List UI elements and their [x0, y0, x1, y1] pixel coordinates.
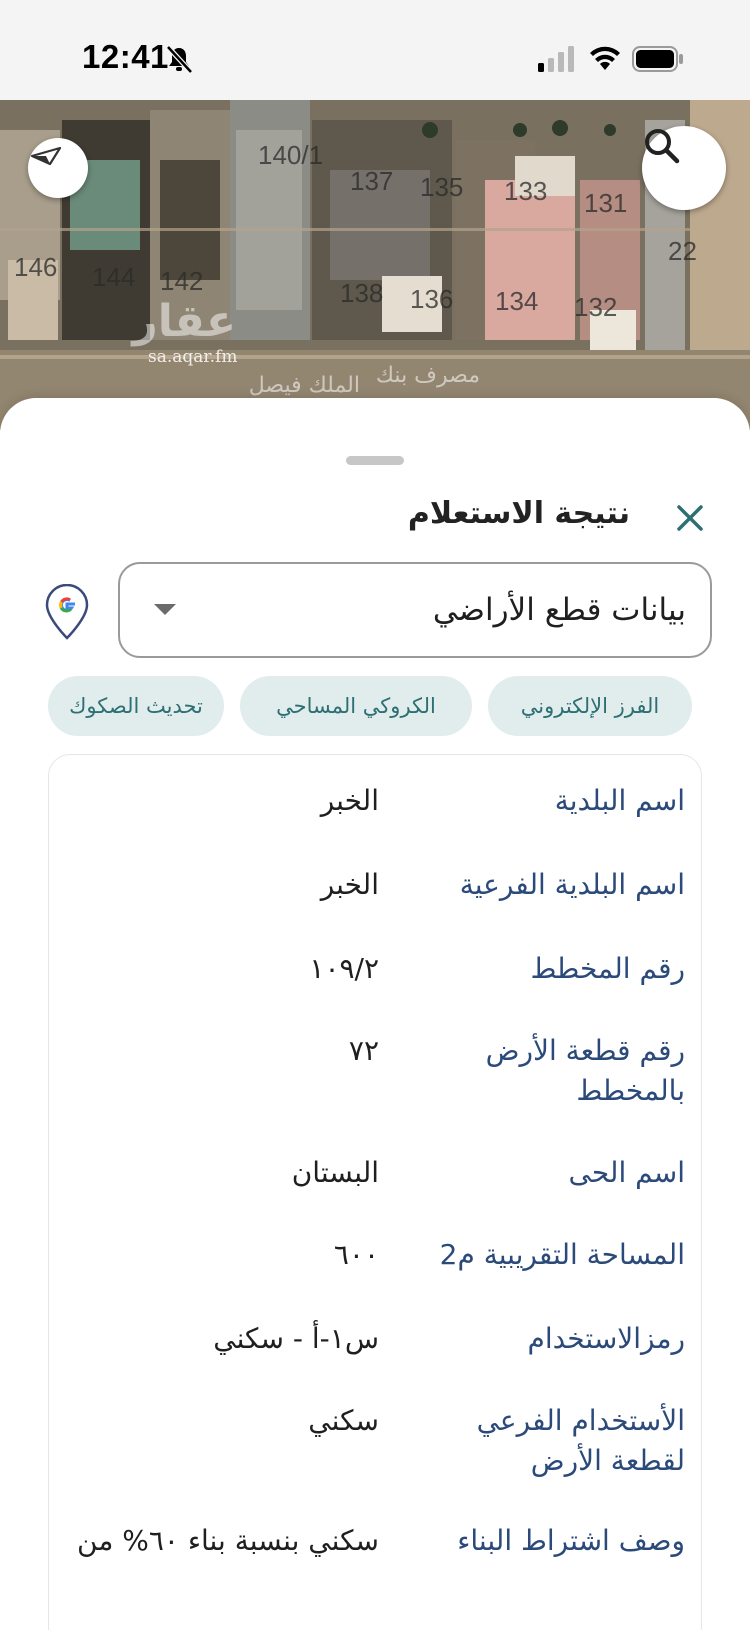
plot-number: 131 — [584, 188, 628, 218]
street-label: الملك فيصل — [248, 373, 360, 398]
search-button[interactable] — [642, 126, 726, 210]
data-type-dropdown[interactable] — [118, 562, 712, 658]
row-label: المساحة التقريبية م2 — [439, 1238, 685, 1271]
row-label: اسم البلدية — [554, 784, 685, 817]
result-bottom-sheet — [0, 398, 750, 1630]
chip-survey-sketch[interactable]: الكروكي المساحي — [240, 676, 472, 736]
row-value: ١٠٩/٢ — [309, 952, 379, 985]
plot-number: 134 — [495, 286, 539, 316]
wifi-icon — [588, 44, 622, 72]
sheet-title: نتيجة الاستعلام — [407, 496, 630, 531]
chip-update-deeds[interactable]: تحديث الصكوك — [48, 676, 224, 736]
plot-number: 138 — [340, 278, 384, 308]
row-label: وصف اشتراط البناء — [457, 1524, 685, 1557]
sheet-drag-handle[interactable] — [346, 456, 404, 465]
satellite-imagery — [0, 100, 750, 430]
compass-icon — [28, 138, 64, 174]
status-bar — [0, 0, 750, 100]
plot-number: 135 — [420, 172, 464, 202]
plot-number: 144 — [92, 262, 136, 292]
action-chips — [48, 676, 750, 736]
search-icon — [642, 126, 682, 166]
google-pin-icon[interactable] — [44, 584, 90, 640]
plot-number: 136 — [410, 284, 454, 314]
status-time: 12:41 — [82, 38, 169, 75]
plot-number: 142 — [160, 266, 204, 296]
row-value: سكني بنسبة بناء ٦٠% من — [77, 1524, 379, 1557]
row-label: اسم البلدية الفرعية — [459, 868, 685, 901]
land-data-card — [48, 754, 702, 1630]
row-value: ٦٠٠ — [333, 1238, 379, 1271]
watermark-logo: عقار — [132, 296, 236, 347]
row-value: البستان — [291, 1156, 379, 1189]
row-value: الخبر — [320, 784, 379, 817]
plot-number: 132 — [574, 292, 618, 322]
row-value: ٧٢ — [348, 1034, 379, 1067]
dropdown-selected-value: بيانات قطع الأراضي — [432, 592, 686, 628]
watermark-url: sa.aqar.fm — [148, 347, 238, 367]
close-button[interactable] — [670, 498, 710, 538]
row-value: س١-أ - سكني — [213, 1322, 379, 1355]
chip-electronic-sorting[interactable]: الفرز الإلكتروني — [488, 676, 692, 736]
battery-icon — [632, 46, 684, 72]
plot-number: 133 — [504, 176, 548, 206]
map-view[interactable] — [0, 100, 750, 430]
row-label: اسم الحى — [568, 1156, 685, 1189]
row-value: سكني — [308, 1404, 379, 1437]
row-label: الأستخدام الفرعي لقطعة الأرض — [476, 1404, 685, 1477]
row-label: رقم قطعة الأرض بالمخطط — [485, 1034, 685, 1107]
plot-number: 140/1 — [258, 140, 324, 170]
cellular-signal-icon — [538, 46, 576, 72]
chevron-down-icon — [154, 604, 176, 615]
close-icon — [675, 503, 705, 533]
row-label: رقم المخطط — [530, 952, 685, 985]
plot-number: 22 — [668, 236, 697, 266]
plot-number: 137 — [350, 166, 394, 196]
bell-slash-icon — [164, 44, 194, 74]
row-label: رمزالاستخدام — [527, 1322, 685, 1355]
compass-button[interactable] — [28, 138, 88, 198]
row-value: الخبر — [320, 868, 379, 901]
plot-number: 146 — [14, 252, 58, 282]
street-label: مصرف بنك — [375, 363, 480, 388]
